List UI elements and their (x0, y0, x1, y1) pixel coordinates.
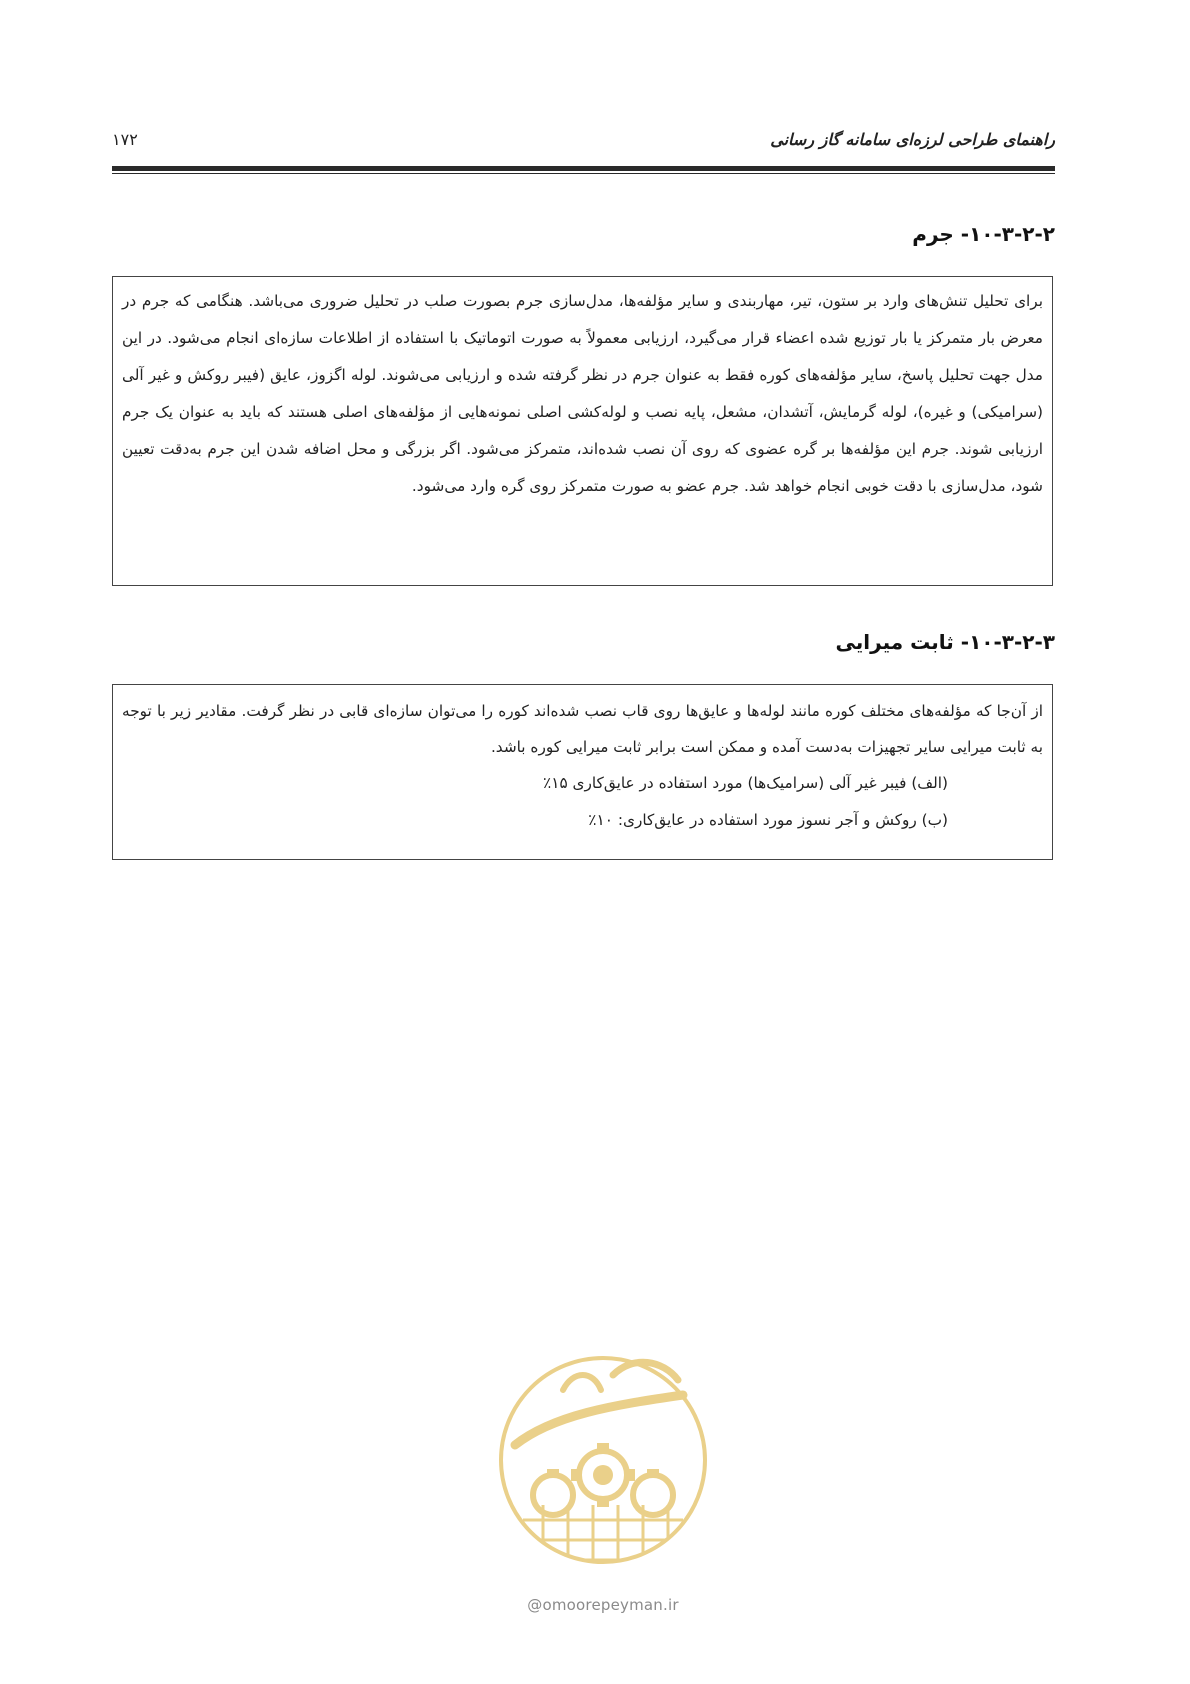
running-title: راهنمای طراحی لرزه‌ای سامانه گاز رسانی (770, 130, 1055, 149)
section-heading-mass: ۱۰-۳-۲-۲- جرم (912, 222, 1055, 246)
mass-paragraph: برای تحلیل تنش‌های وارد بر ستون، تیر، مهاربندی و سایر مؤلفه‌ها، مدل‌سازی جرم بصورت صلب در تحلیل ضروری می‌باشد. هنگامی که جرم در معرض بار متمرکز یا بار توزیع شده اعضاء قرار می‌گیرد، ارزیابی معمولاً به صورت اتوماتیک با استفاده از اطلاعات سازه‌ای انجام می‌شود. در این مدل جهت تحلیل پاسخ، سایر مؤلفه‌های کوره فقط به عنوان جرم در نظر گرفته شده و ارزیابی می‌شوند. لوله اگزوز، عایق (فیبر روکش و غیر آلی (سرامیکی) و غیره)، لوله گرمایش، آتشدان، مشعل، پایه نصب و لوله‌کشی اصلی نمونه‌هایی از مؤلفه‌های اصلی هستند که باید به عنوان یک جرم ارزیابی شوند. جرم این مؤلفه‌ها بر گره عضوی که روی آن نصب شده‌اند، متمرکز می‌شود. اگر بزرگی و محل اضافه شدن این جرم به‌دقت تعیین شود، مدل‌سازی با دقت خوبی انجام خواهد شد. جرم عضو به صورت متمرکز روی گره وارد می‌شود. (122, 292, 1043, 495)
damping-item-a: (الف) فیبر غیر آلی (سرامیک‌ها) مورد استفاده در عایق‌کاری ۱۵٪ (543, 774, 948, 792)
page-header (112, 118, 1055, 158)
damping-item-b: (ب) روکش و آجر نسوز مورد استفاده در عایق‌کاری: ۱۰٪ (588, 811, 948, 829)
watermark-logo (493, 1335, 713, 1595)
header-rule-thick (112, 166, 1055, 171)
damping-paragraph: از آن‌جا که مؤلفه‌های مختلف کوره مانند لوله‌ها و عایق‌ها روی قاب نصب شده‌اند کوره را می‌توان سازه‌ای قابی در نظر گرفت. مقادیر زیر با توجه به ثابت میرایی سایر تجهیزات به‌دست آمده و ممکن است برابر ثابت میرایی کوره باشد. (122, 702, 1043, 756)
header-rule-thin (112, 173, 1055, 174)
section-heading-damping: ۱۰-۳-۲-۳- ثابت میرایی (835, 630, 1055, 654)
mass-text-box (112, 276, 1053, 586)
damping-text-box (112, 684, 1053, 860)
page-number: ۱۷۲ (112, 130, 138, 149)
watermark-url: @omoorepeyman.ir (527, 1596, 679, 1614)
